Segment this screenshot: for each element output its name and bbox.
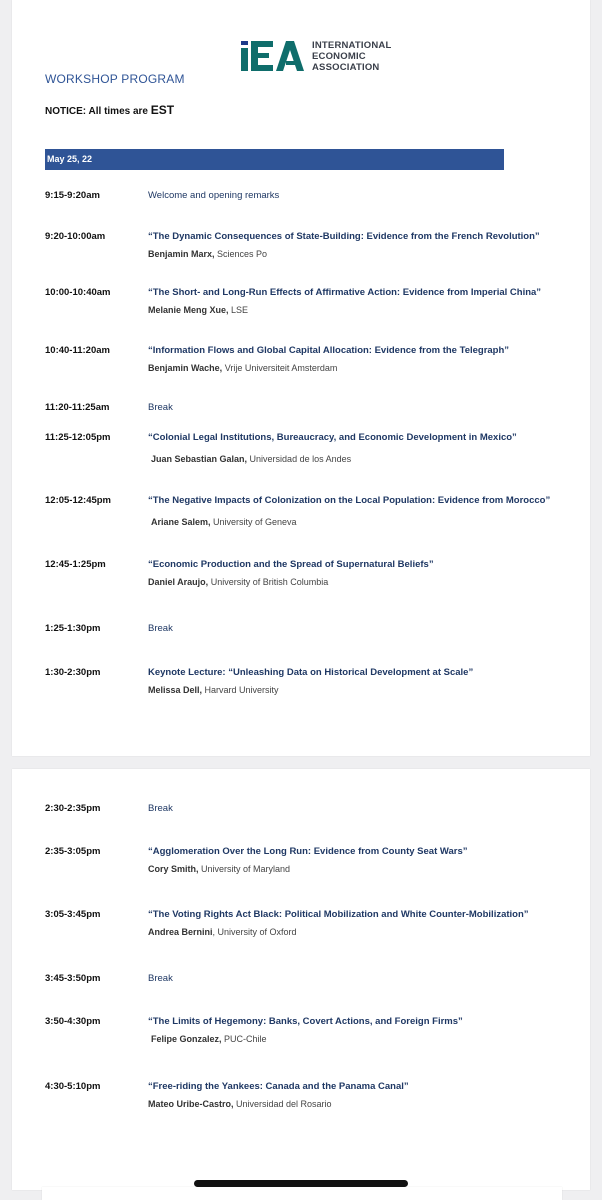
speaker-affiliation: Universidad de los Andes (247, 454, 352, 464)
logo-line-1: INTERNATIONAL (312, 40, 392, 51)
session-time: 2:30-2:35pm (45, 803, 101, 814)
speaker-affiliation: Universidad del Rosario (233, 1099, 332, 1109)
session-time: 1:25-1:30pm (45, 623, 101, 634)
session-time: 2:35-3:05pm (45, 846, 101, 857)
speaker-affiliation: Harvard University (202, 685, 279, 695)
session-speaker (148, 577, 328, 587)
session-time: 3:45-3:50pm (45, 973, 101, 984)
speaker-affiliation: Sciences Po (214, 249, 268, 259)
keynote-title: “Unleashing Data on Historical Development at Scale” (228, 667, 474, 678)
session-title: “Information Flows and Global Capital Allocation: Evidence from the Telegraph” (148, 345, 510, 356)
session-speaker (151, 454, 351, 464)
session-time: 12:45-1:25pm (45, 559, 106, 570)
speaker-name: Felipe Gonzalez, (151, 1034, 222, 1044)
speaker-name: Cory Smith, (148, 864, 199, 874)
session-title: Break (148, 973, 173, 984)
home-indicator-bar[interactable] (194, 1180, 408, 1187)
session-speaker (148, 249, 267, 259)
session-title: Break (148, 803, 173, 814)
document-page-1 (12, 0, 590, 756)
session-title: “The Short- and Long-Run Effects of Affirmative Action: Evidence from Imperial China” (148, 287, 542, 298)
keynote-label: Keynote Lecture: (148, 667, 229, 678)
notice-prefix: NOTICE: All times are (45, 106, 151, 117)
session-time: 3:50-4:30pm (45, 1016, 101, 1027)
iea-logo-icon (240, 40, 308, 72)
speaker-name: Benjamin Wache, (148, 363, 223, 373)
session-title: “The Limits of Hegemony: Banks, Covert Actions, and Foreign Firms” (148, 1016, 463, 1027)
speaker-affiliation: PUC-Chile (221, 1034, 267, 1044)
session-time: 10:00-10:40am (45, 287, 111, 298)
notice-timezone: EST (150, 103, 175, 117)
speaker-name: Ariane Salem, (151, 517, 211, 527)
session-title: “Economic Production and the Spread of Supernatural Beliefs” (148, 559, 434, 570)
document-page-2 (12, 769, 590, 1190)
speaker-affiliation: University of British Columbia (208, 577, 329, 587)
session-speaker (148, 927, 297, 937)
session-title: “Agglomeration Over the Long Run: Evidence from County Seat Wars” (148, 846, 468, 857)
session-speaker (148, 305, 248, 315)
session-time: 11:20-11:25am (45, 402, 110, 413)
session-speaker (151, 1034, 267, 1044)
session-title: Break (148, 623, 173, 634)
iea-logo (240, 40, 440, 74)
speaker-affiliation: LSE (228, 305, 249, 315)
speaker-name: Mateo Uribe-Castro, (148, 1099, 234, 1109)
session-title: “Free-riding the Yankees: Canada and the Panama Canal” (148, 1081, 409, 1092)
speaker-affiliation: University of Maryland (198, 864, 291, 874)
session-time: 4:30-5:10pm (45, 1081, 101, 1092)
session-time: 11:25-12:05pm (45, 432, 111, 443)
session-time: 3:05-3:45pm (45, 909, 101, 920)
page-title: WORKSHOP PROGRAM (45, 72, 185, 86)
session-time: 12:05-12:45pm (45, 495, 112, 506)
speaker-affiliation: , University of Oxford (212, 927, 297, 937)
speaker-name: Andrea Bernini (148, 927, 213, 937)
session-title: “The Dynamic Consequences of State-Building: Evidence from the French Revolution” (148, 231, 540, 242)
session-speaker (151, 517, 297, 527)
session-speaker (148, 363, 337, 373)
session-title (148, 667, 473, 678)
session-title: Welcome and opening remarks (148, 190, 280, 201)
session-title: “The Negative Impacts of Colonization on the Local Population: Evidence from Morocco” (148, 495, 551, 506)
speaker-name: Daniel Araujo, (148, 577, 209, 587)
session-time: 1:30-2:30pm (45, 667, 101, 678)
document-page-3 (42, 1187, 562, 1200)
speaker-name: Juan Sebastian Galan, (151, 454, 248, 464)
session-title: “The Voting Rights Act Black: Political Mobilization and White Counter-Mobilization” (148, 909, 529, 920)
speaker-name: Benjamin Marx, (148, 249, 215, 259)
speaker-affiliation: University of Geneva (210, 517, 297, 527)
session-time: 10:40-11:20am (45, 345, 110, 356)
logo-line-3: ASSOCIATION (312, 62, 380, 73)
session-time: 9:15-9:20am (45, 190, 100, 201)
speaker-name: Melanie Meng Xue, (148, 305, 229, 315)
date-header-bar: May 25, 22 (45, 149, 504, 170)
session-title: “Colonial Legal Institutions, Bureaucracy, and Economic Development in Mexico” (148, 432, 517, 443)
timezone-notice (45, 103, 174, 117)
speaker-affiliation: Vrije Universiteit Amsterdam (222, 363, 338, 373)
speaker-name: Melissa Dell, (148, 685, 203, 695)
session-speaker (148, 1099, 332, 1109)
session-time: 9:20-10:00am (45, 231, 106, 242)
session-speaker (148, 685, 279, 695)
logo-line-2: ECONOMIC (312, 51, 366, 62)
session-speaker (148, 864, 290, 874)
session-title: Break (148, 402, 173, 413)
